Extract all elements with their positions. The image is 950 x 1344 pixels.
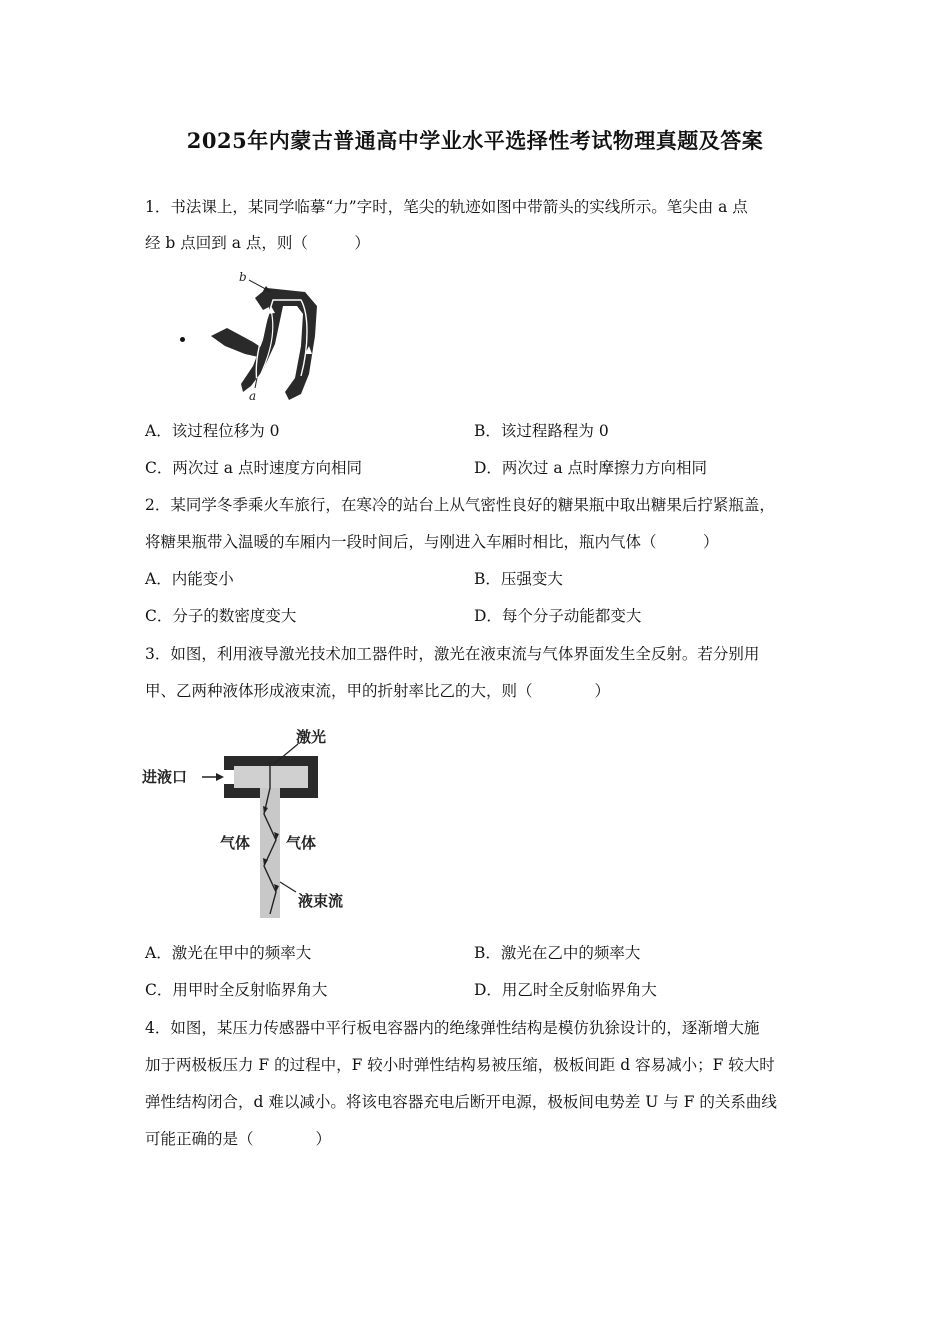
q3-option-c: C．用甲时全反射临界角大 (145, 981, 328, 999)
q3-laser-figure (140, 722, 360, 922)
stream-pointer (280, 882, 296, 892)
q1-stem-line2: 经 b 点回到 a 点，则（ ） (145, 234, 370, 252)
q2-option-b: B．压强变大 (474, 570, 563, 588)
q2-option-d: D．每个分子动能都变大 (474, 607, 642, 625)
q1-option-d: D．两次过 a 点时摩擦力方向相同 (474, 459, 708, 477)
q3-stem-line1: 3．如图，利用液导激光技术加工器件时，激光在液束流与气体界面发生全反射。若分别用 (145, 645, 760, 663)
q1-option-b: B．该过程路程为 0 (474, 422, 609, 440)
label-b: b (239, 270, 247, 284)
q3-option-d: D．用乙时全反射临界角大 (474, 981, 657, 999)
document-title: 2025年内蒙古普通高中学业水平选择性考试物理真题及答案 (186, 128, 764, 153)
inlet-arrowhead (216, 773, 224, 781)
label-gas-right: 气体 (286, 834, 317, 852)
label-stream: 液束流 (298, 892, 344, 910)
q2-stem-line2: 将糖果瓶带入温暖的车厢内一段时间后，与刚进入车厢时相比，瓶内气体（ ） (145, 533, 719, 551)
q2-option-a: A．内能变小 (145, 570, 234, 588)
q1-option-a: A．该过程位移为 0 (145, 422, 280, 440)
list-bullet (180, 337, 185, 342)
label-gas-left: 气体 (220, 834, 251, 852)
label-laser: 激光 (296, 728, 327, 746)
q1-stem-line1: 1．书法课上，某同学临摹“力”字时，笔尖的轨迹如图中带箭头的实线所示。笔尖由 a 点 (145, 198, 748, 216)
q3-stem-line2: 甲、乙两种液体形成液束流，甲的折射率比乙的大，则（ ） (145, 682, 611, 700)
brush-stroke-horizontal (211, 328, 265, 358)
q2-option-c: C．分子的数密度变大 (145, 607, 297, 625)
q3-option-b: B．激光在乙中的频率大 (474, 944, 641, 962)
nozzle-liquid (234, 766, 308, 788)
q1-calligraphy-figure (205, 266, 335, 406)
q3-option-a: A．激光在甲中的频率大 (145, 944, 312, 962)
label-inlet: 进液口 (142, 768, 188, 786)
q4-stem-line1: 4．如图，某压力传感器中平行板电容器内的绝缘弹性结构是模仿犰狳设计的，逐渐增大施 (145, 1019, 760, 1037)
q4-stem-line2: 加于两极板压力 F 的过程中，F 较小时弹性结构易被压缩，极板间距 d 容易减小；F 较大时 (145, 1056, 775, 1074)
q2-stem-line1: 2．某同学冬季乘火车旅行，在寒冷的站台上从气密性良好的糖果瓶中取出糖果后拧紧瓶盖， (145, 496, 775, 514)
q4-stem-line3: 弹性结构闭合，d 难以减小。将该电容器充电后断开电源，极板间电势差 U 与 F 的关系曲线 (145, 1093, 777, 1111)
label-a: a (249, 389, 257, 403)
q4-stem-line4: 可能正确的是（ ） (145, 1130, 332, 1148)
q1-option-c: C．两次过 a 点时速度方向相同 (145, 459, 362, 477)
